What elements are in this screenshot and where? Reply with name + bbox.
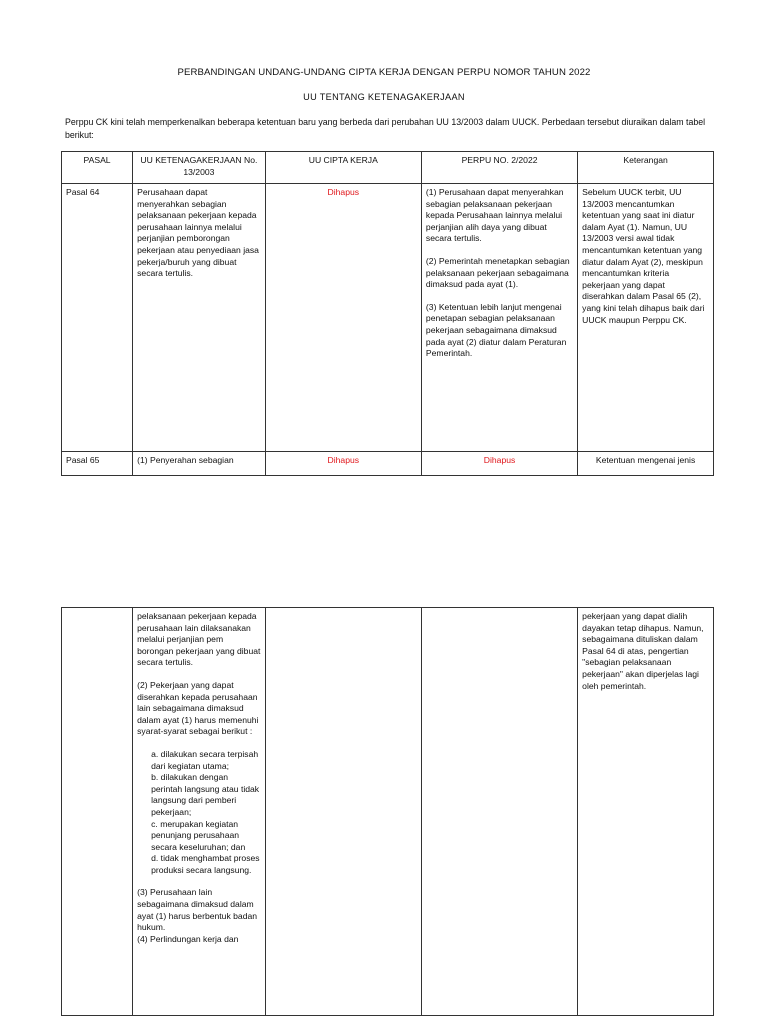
cell-uu13-64: Perusahaan dapat menyerahkan sebagian pelaksanaan pekerjaan kepada perusahaan lainnya melalui perjanjian pemborongan pekerjaan atau penyediaan jasa pekerja/buruh yang dibuat secara tertulis. [133, 184, 266, 452]
uu13-65-ayat-3: (3) Perusahaan lain sebagaimana dimaksud dalam ayat (1) harus berbentuk badan hukum. [137, 887, 258, 933]
cell-keterangan-64: Sebelum UUCK terbit, UU 13/2003 mencantumkan ketentuan yang saat ini diatur dalam Ayat (1). Namun, UU 13/2003 versi awal tidak mencantumkan ketentuan yang diatur dalam Ayat (2), meskipun mencantumkan kriteria pekerjaan yang dapat diserahkan dalam Pasal 65 (2), yang kini telah dihapus baik dari UUCK maupun Perppu CK. [578, 184, 714, 452]
list-item: c. merupakan kegiatan penunjang perusahaan secara keseluruhan; dan [151, 818, 246, 852]
cell-perpu-65: Dihapus [421, 452, 577, 476]
cell-uuck-65: Dihapus [265, 452, 421, 476]
header-perpu: PERPU NO. 2/2022 [421, 152, 577, 184]
uu13-65-ayat-4: (4) Perlindungan kerja dan [137, 933, 239, 944]
comparison-table-continued [61, 607, 714, 1016]
table-row [62, 608, 714, 1016]
intro-paragraph: Perppu CK kini telah memperkenalkan beberapa ketentuan baru yang berbeda dari perubahan UU 13/2003 dalam UUCK. Perbedaan tersebut diuraikan dalam tabel berikut: [65, 117, 706, 140]
cell-pasal-cont [62, 608, 133, 1016]
list-item: d. tidak menghambat proses produksi secara langsung. [151, 853, 260, 875]
list-item: b. dilakukan dengan perintah langsung atau tidak langsung dari pemberi pekerjaan; [151, 772, 260, 817]
cell-uu13-65: (1) Penyerahan sebagian [133, 452, 266, 476]
cell-pasal-64: Pasal 64 [62, 184, 133, 452]
header-uuck: UU CIPTA KERJA [265, 152, 421, 184]
uu13-65-criteria-list [137, 749, 261, 877]
table-row [62, 452, 714, 476]
cell-uuck-64: Dihapus [265, 184, 421, 452]
document-subtitle: UU TENTANG KETENAGAKERJAAN [303, 92, 465, 102]
header-pasal: PASAL [62, 152, 133, 184]
cell-uuck-cont [265, 608, 421, 1016]
cell-uu13-cont [133, 608, 266, 1016]
header-keterangan: Keterangan [578, 152, 714, 184]
table-header-row [62, 152, 714, 184]
comparison-table [61, 151, 714, 476]
cell-keterangan-cont: pekerjaan yang dapat dialih dayakan tetap dihapus. Namun, sebagaimana dituliskan dalam Pasal 64 di atas, pengertian "sebagian pelaksanaan pekerjaan" akan diperjelas lagi oleh pemerintah. [578, 608, 714, 1016]
cell-perpu-cont [421, 608, 577, 1016]
cell-keterangan-65: Ketentuan mengenai jenis [578, 452, 714, 476]
uu13-65-ayat-2: (2) Pekerjaan yang dapat diserahkan kepada perusahaan lain sebagaimana dimaksud dalam ayat (1) harus memenuhi syarat-syarat sebagai berikut : [137, 679, 259, 737]
cell-perpu-64 [421, 184, 577, 452]
document-title: PERBANDINGAN UNDANG-UNDANG CIPTA KERJA DENGAN PERPU NOMOR TAHUN 2022 [177, 67, 591, 78]
table-row [62, 184, 714, 452]
list-item: a. dilakukan secara terpisah dari kegiatan utama; [151, 748, 259, 771]
header-uu13: UU KETENAGAKERJAAN No. 13/2003 [133, 152, 266, 184]
uu13-65-ayat-1-cont: pelaksanaan pekerjaan kepada perusahaan lain dilaksanakan melalui perjanjian pem borongan pekerjaan yang dibuat secara tertulis. [137, 611, 261, 668]
cell-pasal-65: Pasal 65 [62, 452, 133, 476]
perpu-64-ayat-3: (3) Ketentuan lebih lanjut mengenai penetapan sebagian pelaksanaan pekerjaan sebagaimana dimaksud pada ayat (2) diatur dalam Peraturan Pemerintah. [425, 301, 567, 359]
perpu-64-ayat-1: (1) Perusahaan dapat menyerahkan sebagian pelaksanaan pekerjaan kepada Perusahaan lainnya melalui perjanjian alih daya yang dibuat secara tertulis. [425, 187, 564, 244]
perpu-64-ayat-2: (2) Pemerintah menetapkan sebagian pelaksanaan pekerjaan sebagaimana dimaksud pada ayat (1). [425, 255, 570, 290]
